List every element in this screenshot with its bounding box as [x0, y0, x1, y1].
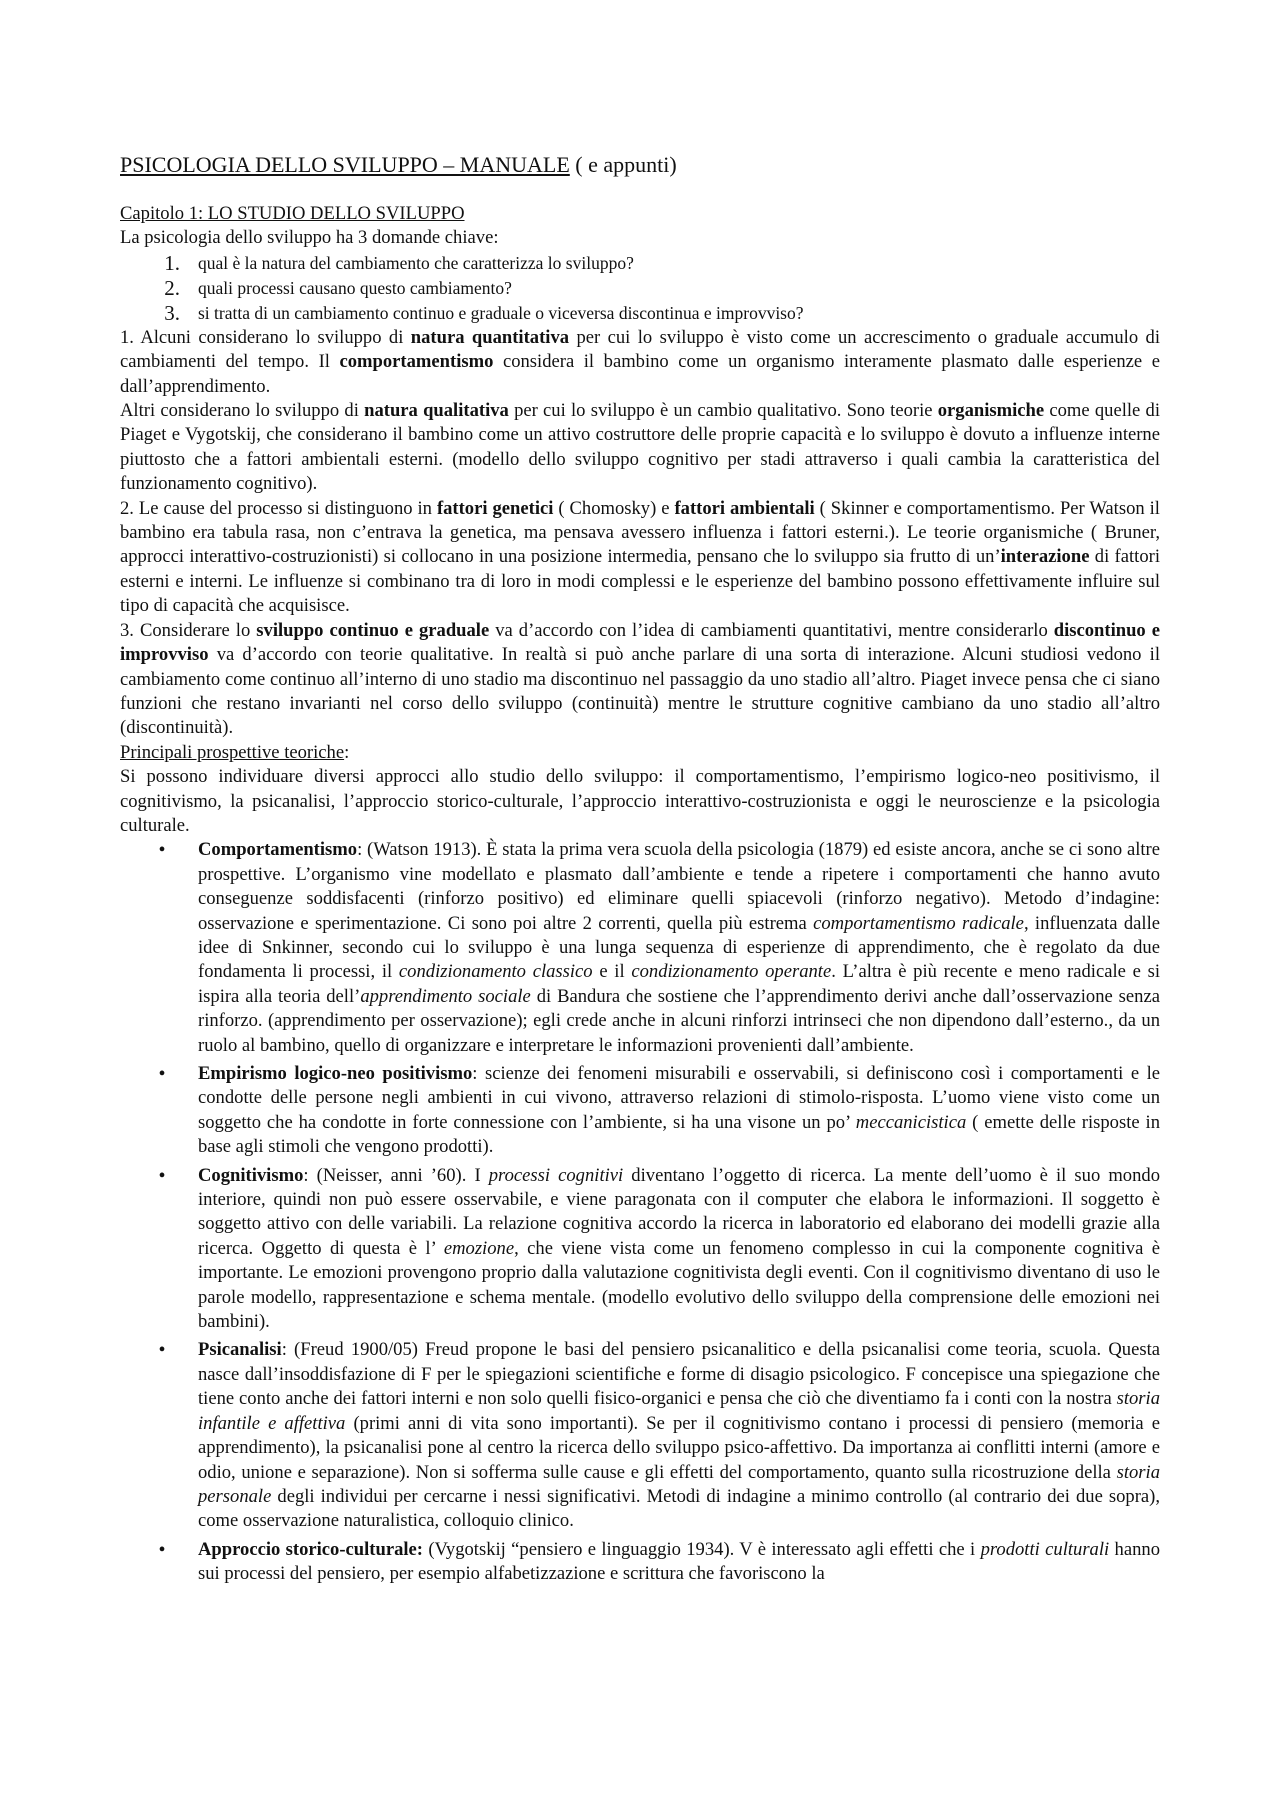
- title-suffix: ( e appunti): [569, 152, 677, 177]
- text-run: degli individui per cercarne i nessi significativi. Metodi di indagine a minimo controllo (al contrario dei due sopra), come osservazione naturalistica, colloquio clinico.: [198, 1485, 1160, 1532]
- paragraph-quantitative: [120, 326, 1160, 399]
- text-run: di fattori esterni e interni. Le influenze si combinano tra di loro in modi complessi e le esperienze del bambino possono effettivamente influire sul tipo di capacità che acquisisce.: [120, 546, 1160, 617]
- list-text: [198, 1338, 1160, 1533]
- italic-term: apprendimento sociale: [360, 985, 531, 1007]
- list-item: [120, 276, 1160, 301]
- bold-term: discontinuo e improvviso: [120, 619, 1160, 666]
- text-run: per cui lo sviluppo è visto come un accrescimento o graduale accumulo di cambiamenti del tempo. Il: [120, 326, 1160, 373]
- list-text: [198, 1164, 1160, 1335]
- text-run: 3. Considerare lo: [120, 619, 257, 641]
- bullet-icon: •: [158, 1538, 166, 1561]
- list-item: [120, 251, 1160, 276]
- list-text: quali processi causano questo cambiamento?: [198, 277, 512, 298]
- italic-term: storia infantile e affettiva: [198, 1388, 1160, 1434]
- list-item-empirismo: [120, 1062, 1160, 1160]
- list-number: 3.: [164, 300, 180, 325]
- text-run: come quelle di Piaget e Vygotskij, che considerano il bambino come un attivo costruttore delle proprie capacità e lo sviluppo è dovuto a influenze interne piuttosto che a fattori ambientali esterni. (modello dello sviluppo cognitivo per stadi attraverso i quali cambia la caratteristica del funzionamento cognitivo).: [120, 400, 1160, 495]
- text-run: va d’accordo con teorie qualitative. In realtà si può anche parlare di una sorta di interazione. Alcuni studiosi vedono il cambiamento come continuo all’interno di uno stadio ma discontinuo nel passaggio da uno stadio all’altro. Piaget invece pensa che ci siano funzioni che restano invarianti nel corso dello sviluppo (continuità) mentre le strutture cognitive cambiano da uno stadio all’altro (discontinuità).: [120, 644, 1160, 739]
- bullet-icon: •: [158, 1063, 166, 1085]
- document-page: [120, 150, 1160, 1591]
- list-item-comportamentismo: [120, 838, 1160, 1058]
- section-heading-text: Principali prospettive teoriche: [120, 741, 345, 763]
- list-text: [198, 1062, 1160, 1160]
- document-title: [120, 150, 1160, 180]
- italic-term: processi cognitivi: [488, 1164, 624, 1186]
- text-run: ( Skinner e comportamentismo. Per Watson il bambino era tabula rasa, non c’entrava la genetica, ma pensava avessero influenza i fattori esterni.). Le teorie organismiche ( Bruner, approcci interattivo-costruzionisti) si collocano in una posizione intermedia, pensano che lo sviluppo sia frutto di un’: [120, 497, 1160, 568]
- text-run: ( Chomosky) e: [553, 497, 675, 519]
- text-run: , influenzata dalle idee di Snkinner, secondo cui lo sviluppo è una lunga sequenza di esperienze di apprendimento, che è regolato da due fondamenta li processi, il: [198, 912, 1160, 983]
- bold-term: interazione: [1000, 546, 1090, 568]
- bold-term: fattori ambientali: [674, 497, 815, 519]
- italic-term: prodotti culturali: [980, 1538, 1110, 1560]
- bold-term: sviluppo continuo e graduale: [256, 619, 490, 641]
- text-run: per cui lo sviluppo è un cambio qualitativo. Sono teorie: [508, 400, 938, 422]
- bold-term: organismiche: [937, 400, 1045, 422]
- list-item-psicanalisi: [120, 1338, 1160, 1533]
- chapter-heading: Capitolo 1: LO STUDIO DELLO SVILUPPO: [120, 203, 465, 224]
- text-run: e il: [592, 961, 632, 983]
- italic-term: comportamentismo radicale: [813, 912, 1024, 934]
- bold-term: natura qualitativa: [364, 400, 509, 422]
- paragraph-approaches-intro: Si possono individuare diversi approcci allo studio dello sviluppo: il comportamentismo, l’empirismo logico-neo positivismo, il cognitivismo, la psicanalisi, l’approccio storico-culturale, l’approccio interattivo-costruzionista e oggi le neuroscienze e la psicologia culturale.: [120, 766, 1160, 836]
- list-text: [198, 838, 1160, 1058]
- text-run: . L’altra è più recente e meno radicale e si ispira alla teoria dell’: [198, 961, 1161, 1007]
- italic-term: condizionamento classico: [398, 961, 593, 983]
- bullet-icon: •: [158, 1164, 166, 1187]
- text-run: : (Watson 1913). È stata la prima vera scuola della psicologia (1879) ed esiste ancora, anche se ci sono altre prospettive. L’organismo vine modellato e plasmato dall’ambiente e tende a ripetere i comportamenti che hanno avuto conseguenze soddisfacenti (rinforzo positivo) ed eliminare quelli spiacevoli (rinforzo negativo). Metodo d’indagine: osservazione e sperimentazione. Ci sono poi altre 2 correnti, quella più estrema: [198, 839, 1160, 934]
- list-text: si tratta di un cambiamento continuo e graduale o viceversa discontinua e improvviso?: [198, 302, 804, 323]
- bold-term: Comportamentismo: [198, 839, 358, 861]
- text-run: : (Freud 1900/05) Freud propone le basi del pensiero psicanalitico e della psicanalisi come teoria, scuola. Questa nasce dall’insoddisfazione di F per le spiegazioni scientifiche e forme di disagio psicologico. F concepisce una spiegazione che tiene conto anche dei fattori interni e non solo quelli fisico-organici e pensa che ciò che diventiamo fa i conti con la nostra: [198, 1339, 1160, 1410]
- paragraph-causes: [120, 497, 1160, 619]
- paragraph-continuity: [120, 619, 1160, 741]
- text-run: di Bandura che sostiene che l’apprendimento derivi anche dall’osservazione senza rinforzo. (apprendimento per osservazione); egli crede anche in alcuni rinforzi intrinseci che non dipendono dall’esterno., da un ruolo al bambino, quello di organizzare e interpretare le informazioni provenienti dall’ambiente.: [198, 985, 1160, 1056]
- list-item-cognitivismo: [120, 1164, 1160, 1335]
- italic-term: storia personale: [198, 1461, 1160, 1507]
- section-heading-colon: :: [344, 741, 350, 763]
- text-run: (primi anni di vita sono importanti). Se per il cognitivismo contano i processi di pensiero (memoria e apprendimento), la psicanalisi pone al centro la ricerca dello sviluppo psico-affettivo. Da importanza ai conflitti interni (amore e odio, unione e separazione). Non si sofferma sulle cause e gli effetti del comportamento, quanto sulla ricostruzione della: [198, 1412, 1160, 1483]
- italic-term: condizionamento operante: [631, 961, 832, 983]
- list-item-storico-culturale: [120, 1538, 1160, 1587]
- paragraph-qualitative: [120, 399, 1160, 497]
- italic-term: meccanicistica: [855, 1111, 967, 1133]
- text-run: considera il bambino come un organismo interamente plasmato dalle esperienze e dall’apprendimento.: [120, 351, 1160, 397]
- bold-term: natura quantitativa: [410, 326, 570, 348]
- intro-text: La psicologia dello sviluppo ha 3 domande chiave:: [120, 227, 499, 249]
- list-number: 2.: [164, 275, 180, 300]
- bullet-icon: •: [158, 1339, 166, 1362]
- bold-term: comportamentismo: [339, 351, 494, 373]
- text-run: 2. Le cause del processo si distinguono in: [120, 497, 437, 519]
- list-number: 1.: [164, 250, 180, 275]
- key-questions-list: [120, 251, 1160, 326]
- text-run: : scienze dei fenomeni misurabili e osservabili, si definiscono così i comportamenti e le condotte delle persone negli ambienti in cui vivono, attraverso relazioni di stimolo-risposta. L’uomo viene visto come un soggetto che ha condotte in forte connessione con l’ambiente, si ha una visone un po’: [198, 1063, 1161, 1133]
- bold-term: Cognitivismo: [198, 1164, 304, 1186]
- text-run: va d’accordo con l’idea di cambiamenti quantitativi, mentre considerarlo: [489, 619, 1054, 641]
- text-run: diventano l’oggetto di ricerca. La mente dell’uomo è il suo mondo interiore, quindi non può essere osservabile, e viene paragonata con il computer che elabora le informazioni. Il soggetto è soggetto attivo con delle variabili. La relazione cognitiva accordo la ricerca in laboratorio ed elaborano dei modelli grazie alla ricerca. Oggetto di questa è l’: [198, 1164, 1160, 1259]
- list-text: [198, 1538, 1160, 1587]
- text-run: Altri considerano lo sviluppo di: [120, 400, 365, 422]
- bold-term: Approccio storico-culturale:: [198, 1538, 423, 1560]
- text-run: 1. Alcuni considerano lo sviluppo di: [120, 326, 411, 348]
- text-run: ( emette delle risposte in base agli stimoli che vengono prodotti).: [198, 1111, 1160, 1158]
- bold-term: Empirismo logico-neo positivismo: [198, 1063, 473, 1084]
- text-run: hanno sui processi del pensiero, per esempio alfabetizzazione e scrittura che favoriscono la: [198, 1538, 1160, 1585]
- text-run: , che viene vista come un fenomeno complesso in cui la componente cognitiva è importante. Le emozioni provengono proprio dalla valutazione cognitivista degli eventi. Con il cognitivismo diventano di uso le parole modello, rappresentazione e schema mentale. (modello evolutivo dello sviluppo della comprensione delle emozioni nei bambini).: [198, 1237, 1160, 1333]
- section-heading: [120, 741, 1160, 765]
- italic-term: emozione: [443, 1237, 515, 1259]
- approaches-list: [120, 838, 1160, 1586]
- text-run: (Vygotskij “pensiero e linguaggio 1934). V è interessato agli effetti che i: [422, 1538, 981, 1560]
- bullet-icon: •: [158, 839, 166, 862]
- bold-term: Psicanalisi: [198, 1339, 282, 1361]
- bold-term: fattori genetici: [436, 497, 554, 519]
- list-item: [120, 301, 1160, 326]
- list-text: qual è la natura del cambiamento che caratterizza lo sviluppo?: [198, 252, 634, 273]
- text-run: : (Neisser, anni ’60). I: [303, 1164, 489, 1186]
- title-main: PSICOLOGIA DELLO SVILUPPO – MANUALE: [120, 152, 570, 177]
